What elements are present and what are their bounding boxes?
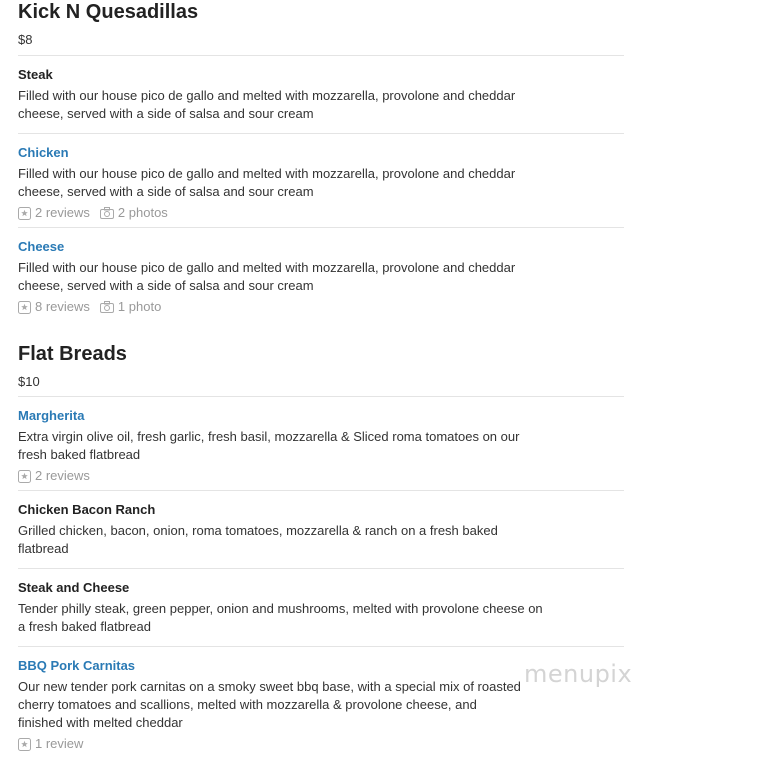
- reviews-link[interactable]: [18, 468, 90, 484]
- item-description: Tender philly steak, green pepper, onion and mushrooms, melted with provolone cheese on a fresh baked flatbread: [18, 601, 543, 634]
- item-name: Steak: [18, 67, 53, 82]
- photos-count: 2 photos: [117, 205, 168, 220]
- section-price: $10: [18, 374, 40, 389]
- item-meta: [18, 205, 624, 221]
- menu-item-steak-and-cheese: [18, 580, 624, 636]
- divider: [18, 396, 624, 397]
- item-description: Grilled chicken, bacon, onion, roma tomatoes, mozzarella & ranch on a fresh baked flatbread: [18, 523, 498, 556]
- photos-link[interactable]: [100, 205, 168, 221]
- reviews-link[interactable]: [18, 205, 90, 221]
- section-price: $8: [18, 32, 33, 47]
- item-meta: [18, 736, 624, 752]
- review-star-icon: [18, 738, 31, 751]
- review-star-icon: [18, 470, 31, 483]
- reviews-count: 8 reviews: [35, 299, 90, 314]
- camera-icon: [100, 207, 114, 219]
- item-meta: [18, 299, 624, 315]
- reviews-count: 2 reviews: [35, 468, 90, 483]
- reviews-link[interactable]: [18, 736, 83, 752]
- review-star-icon: [18, 207, 31, 220]
- menu-item-chicken-bacon-ranch: [18, 502, 624, 558]
- item-description: Filled with our house pico de gallo and melted with mozzarella, provolone and cheddar cheese, served with a side of salsa and sour cream: [18, 166, 516, 199]
- reviews-link[interactable]: [18, 299, 90, 315]
- camera-icon: [100, 301, 114, 313]
- photos-link[interactable]: [100, 299, 161, 315]
- reviews-count: 2 reviews: [35, 205, 90, 220]
- item-description: Our new tender pork carnitas on a smoky sweet bbq base, with a special mix of roasted cherry tomatoes and scallions, melted with mozzarella & provolone cheese, and finished with melted cheddar: [18, 679, 521, 730]
- item-name-link[interactable]: Chicken: [18, 145, 69, 160]
- review-star-icon: [18, 301, 31, 314]
- divider: [18, 133, 624, 134]
- divider: [18, 568, 624, 569]
- item-name: Steak and Cheese: [18, 580, 130, 595]
- photos-count: 1 photo: [117, 299, 162, 314]
- item-description: Extra virgin olive oil, fresh garlic, fresh basil, mozzarella & Sliced roma tomatoes on our fresh baked flatbread: [18, 429, 520, 462]
- divider: [18, 646, 624, 647]
- divider: [18, 227, 624, 228]
- section-title: Kick N Quesadillas: [18, 1, 199, 23]
- menu-item-steak: [18, 67, 624, 123]
- menu-section-quesadillas: [18, 0, 624, 315]
- item-description: Filled with our house pico de gallo and melted with mozzarella, provolone and cheddar cheese, served with a side of salsa and sour cream: [18, 260, 516, 293]
- section-title: Flat Breads: [18, 343, 127, 365]
- menu-item-chicken: [18, 145, 624, 221]
- item-meta: [18, 468, 624, 484]
- item-name: Chicken Bacon Ranch: [18, 502, 156, 517]
- item-name-link[interactable]: Margherita: [18, 408, 85, 423]
- menu-item-cheese: [18, 239, 624, 315]
- item-name-link[interactable]: Cheese: [18, 239, 65, 254]
- item-description: Filled with our house pico de gallo and melted with mozzarella, provolone and cheddar cheese, served with a side of salsa and sour cream: [18, 88, 516, 121]
- menu-section-flat-breads: [18, 342, 624, 752]
- menu-item-margherita: [18, 408, 624, 484]
- menupix-watermark: menupix: [524, 660, 633, 688]
- item-name-link[interactable]: BBQ Pork Carnitas: [18, 658, 136, 673]
- divider: [18, 490, 624, 491]
- reviews-count: 1 review: [35, 736, 84, 751]
- divider: [18, 55, 624, 56]
